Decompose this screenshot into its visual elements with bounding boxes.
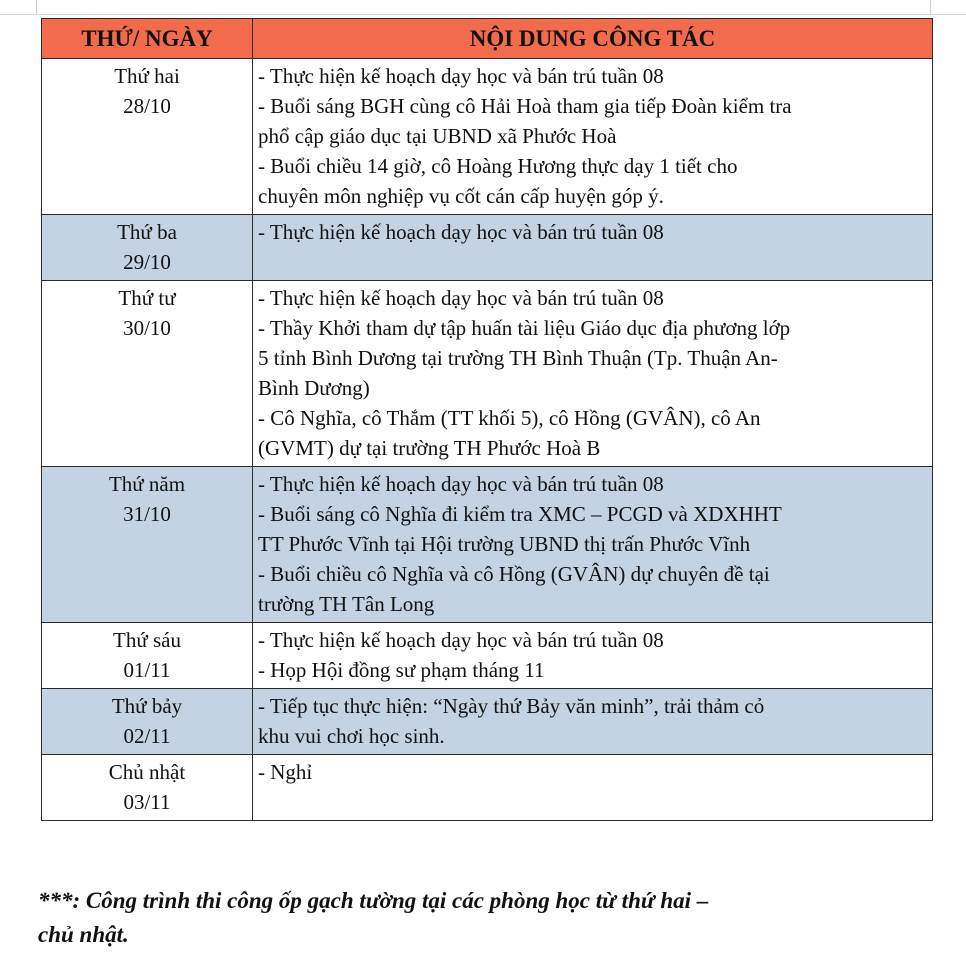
content-line: (GVMT) dự tại trường TH Phước Hoà B bbox=[258, 436, 601, 460]
content-line: - Họp Hội đồng sư phạm tháng 11 bbox=[258, 658, 545, 682]
footnote-line: ***: Công trình thi công ốp gạch tường tại các phòng học từ thứ hai – bbox=[38, 888, 709, 913]
table-body bbox=[42, 59, 933, 821]
day-cell bbox=[42, 59, 253, 215]
weekday-label: Thứ ba bbox=[117, 220, 177, 244]
date-label: 30/10 bbox=[123, 316, 171, 340]
date-label: 02/11 bbox=[123, 724, 171, 748]
content-cell bbox=[253, 467, 933, 623]
content-line: TT Phước Vĩnh tại Hội trường UBND thị trấn Phước Vĩnh bbox=[258, 532, 751, 556]
content-cell bbox=[253, 689, 933, 755]
table-row bbox=[42, 755, 933, 821]
footnote bbox=[38, 884, 928, 952]
content-line: chuyên môn nghiệp vụ cốt cán cấp huyện góp ý. bbox=[258, 184, 664, 208]
content-line: - Thực hiện kế hoạch dạy học và bán trú tuần 08 bbox=[258, 286, 664, 310]
content-line: khu vui chơi học sinh. bbox=[258, 724, 445, 748]
content-line: - Thực hiện kế hoạch dạy học và bán trú tuần 08 bbox=[258, 64, 664, 88]
day-cell bbox=[42, 689, 253, 755]
content-cell bbox=[253, 623, 933, 689]
page-margin-marker-right bbox=[930, 0, 931, 15]
weekly-schedule-table bbox=[41, 18, 933, 821]
content-line: - Buổi chiều 14 giờ, cô Hoàng Hương thực dạy 1 tiết cho bbox=[258, 154, 738, 178]
date-label: 01/11 bbox=[123, 658, 171, 682]
content-cell bbox=[253, 59, 933, 215]
footnote-line: chủ nhật. bbox=[38, 922, 129, 947]
table-row bbox=[42, 623, 933, 689]
date-label: 28/10 bbox=[123, 94, 171, 118]
content-line: 5 tỉnh Bình Dương tại trường TH Bình Thuận (Tp. Thuận An- bbox=[258, 346, 778, 370]
day-cell bbox=[42, 215, 253, 281]
day-cell bbox=[42, 281, 253, 467]
date-label: 31/10 bbox=[123, 502, 171, 526]
weekday-label: Thứ tư bbox=[118, 286, 176, 310]
content-line: - Thực hiện kế hoạch dạy học và bán trú tuần 08 bbox=[258, 472, 664, 496]
content-line: - Buổi chiều cô Nghĩa và cô Hồng (GVÂN) dự chuyên đề tại bbox=[258, 562, 770, 586]
content-line: - Buổi sáng BGH cùng cô Hải Hoà tham gia tiếp Đoàn kiểm tra bbox=[258, 94, 792, 118]
content-cell bbox=[253, 281, 933, 467]
content-line: - Buổi sáng cô Nghĩa đi kiểm tra XMC – PCGD và XDXHHT bbox=[258, 502, 782, 526]
table-row bbox=[42, 215, 933, 281]
content-line: Bình Dương) bbox=[258, 376, 370, 400]
content-line: - Nghỉ bbox=[258, 760, 313, 784]
page-top-rule bbox=[0, 14, 966, 15]
table-row bbox=[42, 689, 933, 755]
content-cell bbox=[253, 755, 933, 821]
date-label: 03/11 bbox=[123, 790, 171, 814]
content-line: phổ cập giáo dục tại UBND xã Phước Hoà bbox=[258, 124, 617, 148]
content-line: - Thực hiện kế hoạch dạy học và bán trú tuần 08 bbox=[258, 220, 664, 244]
content-line: - Tiếp tục thực hiện: “Ngày thứ Bảy văn minh”, trải thảm cỏ bbox=[258, 694, 765, 718]
day-cell bbox=[42, 467, 253, 623]
content-line: trường TH Tân Long bbox=[258, 592, 435, 616]
header-content-column: NỘI DUNG CÔNG TÁC bbox=[253, 19, 933, 59]
day-cell bbox=[42, 755, 253, 821]
weekday-label: Thứ bảy bbox=[111, 694, 183, 718]
content-line: - Thầy Khởi tham dự tập huấn tài liệu Giáo dục địa phương lớp bbox=[258, 316, 791, 340]
weekday-label: Thứ sáu bbox=[113, 628, 181, 652]
table-header-row bbox=[42, 19, 933, 59]
content-line: - Cô Nghĩa, cô Thắm (TT khối 5), cô Hồng (GVÂN), cô An bbox=[258, 406, 761, 430]
weekday-label: Chủ nhật bbox=[108, 760, 186, 784]
page-margin-marker-left bbox=[36, 0, 37, 15]
weekday-label: Thứ năm bbox=[108, 472, 186, 496]
header-day-column: THỨ/ NGÀY bbox=[42, 19, 253, 59]
day-cell bbox=[42, 623, 253, 689]
table-row bbox=[42, 59, 933, 215]
weekday-label: Thứ hai bbox=[114, 64, 180, 88]
table-row bbox=[42, 281, 933, 467]
content-line: - Thực hiện kế hoạch dạy học và bán trú tuần 08 bbox=[258, 628, 664, 652]
content-cell bbox=[253, 215, 933, 281]
date-label: 29/10 bbox=[123, 250, 171, 274]
table-row bbox=[42, 467, 933, 623]
